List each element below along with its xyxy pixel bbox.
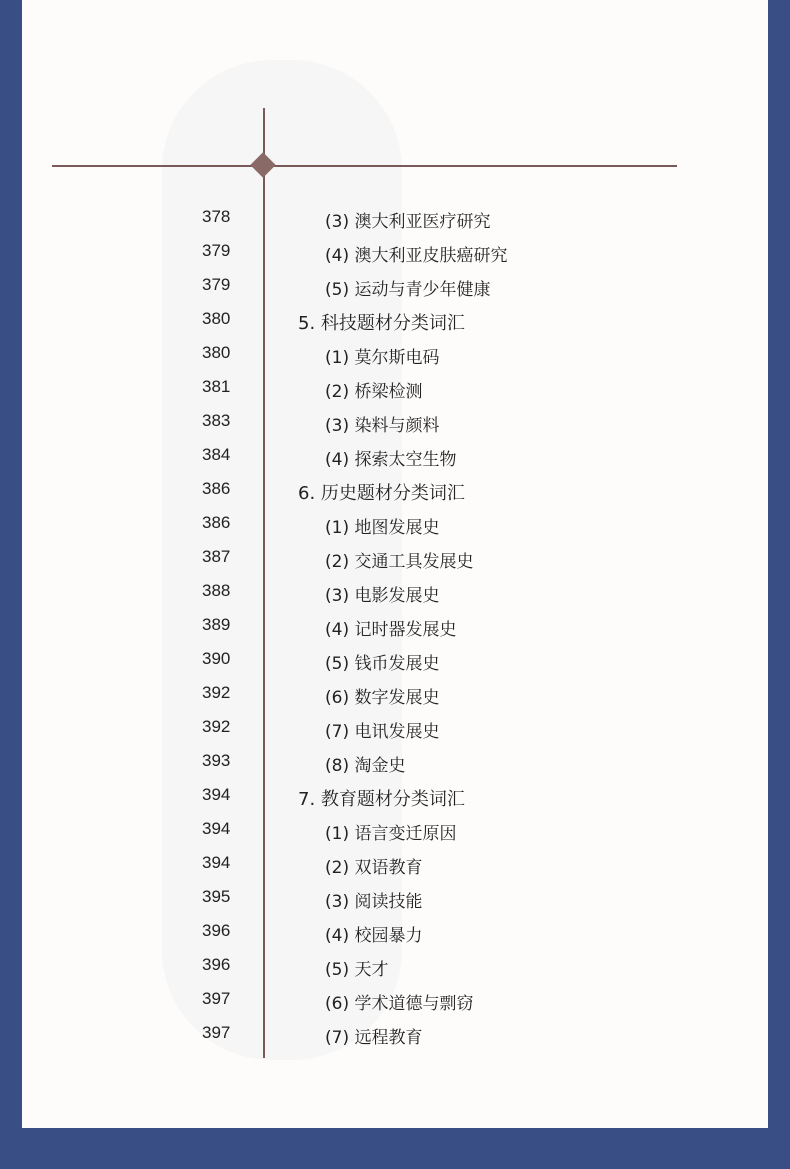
toc-item-title: (5) 钱币发展史 [325, 654, 440, 674]
toc-item-title: (7) 电讯发展史 [325, 722, 440, 742]
toc-entry [22, 237, 768, 271]
toc-section-title: 6. 历史题材分类词汇 [298, 483, 465, 504]
toc-entry [22, 271, 768, 305]
toc-entry [22, 1019, 768, 1053]
toc-page-number: 396 [202, 921, 231, 940]
toc-page-number: 394 [202, 819, 231, 838]
toc-entry [22, 203, 768, 237]
toc-page-number: 387 [202, 547, 231, 566]
toc-page-number: 381 [202, 377, 231, 396]
toc-page-number: 394 [202, 785, 231, 804]
toc-entry [22, 339, 768, 373]
toc-entry [22, 849, 768, 883]
toc-entry [22, 509, 768, 543]
toc-item-title: (1) 地图发展史 [325, 518, 440, 538]
toc-page-number: 389 [202, 615, 231, 634]
toc-item-title: (3) 阅读技能 [325, 892, 423, 912]
toc-page-number: 379 [202, 275, 231, 294]
toc-entry [22, 577, 768, 611]
horizontal-rule [52, 165, 677, 167]
toc-entry [22, 611, 768, 645]
toc-page-number: 383 [202, 411, 231, 430]
toc-item-title: (4) 校园暴力 [325, 926, 423, 946]
toc-entry [22, 305, 768, 339]
toc-page-number: 396 [202, 955, 231, 974]
toc-item-title: (5) 天才 [325, 960, 389, 980]
toc-entry [22, 407, 768, 441]
toc-item-title: (1) 语言变迁原因 [325, 824, 457, 844]
toc-entry [22, 883, 768, 917]
toc-page-number: 397 [202, 989, 231, 1008]
toc-page-number: 392 [202, 683, 231, 702]
toc-item-title: (8) 淘金史 [325, 756, 406, 776]
toc-page-number: 397 [202, 1023, 231, 1042]
toc-entry [22, 781, 768, 815]
toc-entry [22, 679, 768, 713]
toc-item-title: (7) 远程教育 [325, 1028, 423, 1048]
toc-item-title: (3) 电影发展史 [325, 586, 440, 606]
toc-item-title: (4) 澳大利亚皮肤癌研究 [325, 246, 508, 266]
toc-entry [22, 713, 768, 747]
toc-page-number: 388 [202, 581, 231, 600]
toc-page-number: 379 [202, 241, 231, 260]
toc-entry [22, 373, 768, 407]
toc-item-title: (5) 运动与青少年健康 [325, 280, 491, 300]
toc-page-number: 395 [202, 887, 231, 906]
toc-page-number: 394 [202, 853, 231, 872]
toc-item-title: (1) 莫尔斯电码 [325, 348, 440, 368]
toc-entry [22, 815, 768, 849]
toc-section-title: 7. 教育题材分类词汇 [298, 789, 465, 810]
toc-entry [22, 543, 768, 577]
toc-page-number: 392 [202, 717, 231, 736]
toc-section-title: 5. 科技题材分类词汇 [298, 313, 465, 334]
toc-item-title: (3) 澳大利亚医疗研究 [325, 212, 491, 232]
toc-item-title: (3) 染料与颜料 [325, 416, 440, 436]
toc-entry [22, 475, 768, 509]
toc-page-number: 384 [202, 445, 231, 464]
toc-item-title: (6) 学术道德与剽窃 [325, 994, 474, 1014]
toc-entry [22, 645, 768, 679]
toc-item-title: (4) 记时器发展史 [325, 620, 457, 640]
toc-page-number: 393 [202, 751, 231, 770]
toc-page-number: 386 [202, 513, 231, 532]
toc-item-title: (6) 数字发展史 [325, 688, 440, 708]
toc-item-title: (2) 双语教育 [325, 858, 423, 878]
book-page [22, 0, 768, 1128]
toc-item-title: (2) 交通工具发展史 [325, 552, 474, 572]
toc-page-number: 380 [202, 343, 231, 362]
toc-page-number: 390 [202, 649, 231, 668]
toc-entry [22, 747, 768, 781]
toc-page-number: 380 [202, 309, 231, 328]
toc-item-title: (2) 桥梁检测 [325, 382, 423, 402]
toc-entry [22, 917, 768, 951]
toc-page-number: 378 [202, 207, 231, 226]
toc-entry [22, 985, 768, 1019]
toc-page-number: 386 [202, 479, 231, 498]
toc-entry [22, 951, 768, 985]
table-of-contents [22, 203, 768, 1053]
toc-entry [22, 441, 768, 475]
toc-item-title: (4) 探索太空生物 [325, 450, 457, 470]
